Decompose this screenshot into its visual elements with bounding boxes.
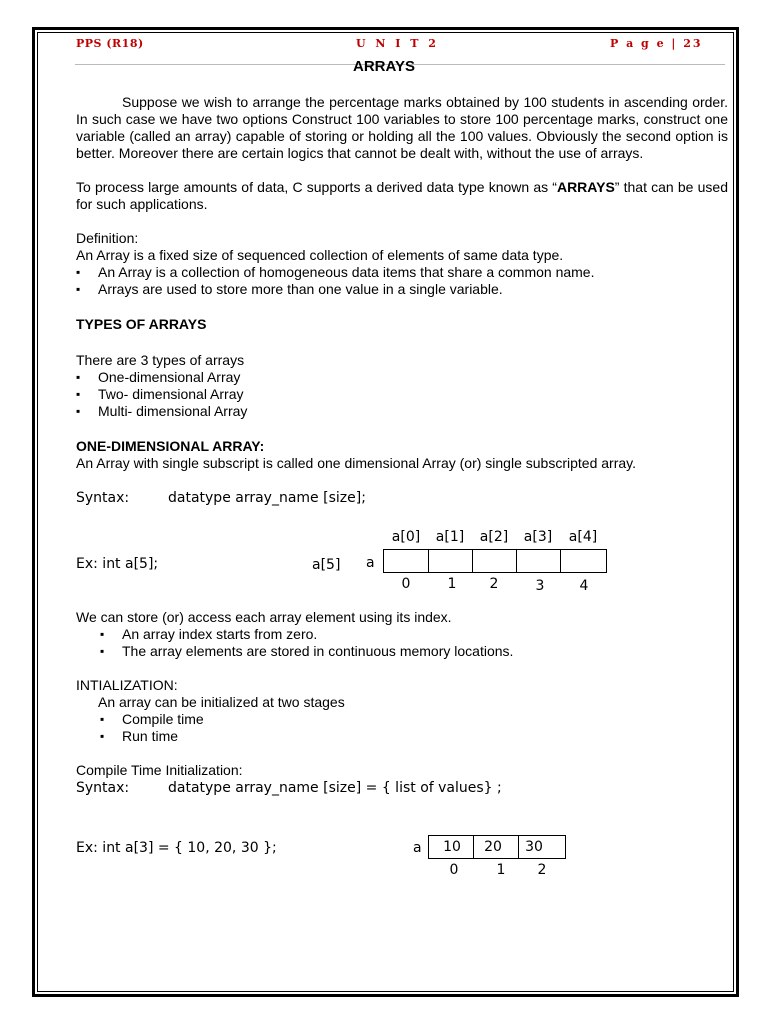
init-example: Ex: int a[3] = { 10, 20, 30 }; — [76, 840, 277, 856]
list-item: ▪ The array elements are stored in continuous memory locations. — [100, 643, 728, 660]
compile-time-heading: Compile Time Initialization: — [76, 762, 243, 778]
page-title: ARRAYS — [353, 58, 415, 75]
array-name-label: a — [366, 555, 375, 571]
header-unit: U N I T 2 — [356, 37, 439, 50]
list-item: ▪ Compile time — [100, 711, 728, 728]
document-body — [76, 94, 728, 508]
access-bullets — [100, 626, 728, 660]
index-label: 4 — [579, 578, 589, 594]
init-heading: INTIALIZATION: — [76, 677, 178, 693]
init-text: An array can be initialized at two stages — [98, 694, 345, 710]
element-label: a[2] — [479, 529, 509, 545]
element-label: a[4] — [568, 529, 598, 545]
list-item: ▪ Arrays are used to store more than one value in a single variable. — [76, 281, 728, 298]
index-label: 2 — [537, 862, 547, 878]
one-d-heading: ONE-DIMENSIONAL ARRAY: — [76, 438, 265, 454]
element-label: a[1] — [435, 529, 465, 545]
intro-paragraph-2: To process large amounts of data, C supports a derived data type known as “ARRAYS” that can be used for such applications. — [76, 179, 728, 212]
types-heading: TYPES OF ARRAYS — [76, 316, 207, 332]
types-intro: There are 3 types of arrays — [76, 352, 245, 368]
cell-value: 10 — [443, 839, 461, 855]
compile-time-syntax: Syntax: datatype array_name [size] = { list of values} ; — [76, 779, 502, 796]
types-list — [76, 369, 728, 420]
header-page: P a g e | 23 — [610, 37, 703, 50]
index-label: 0 — [401, 576, 411, 592]
definition-text: An Array is a fixed size of sequenced collection of elements of same data type. — [76, 247, 564, 263]
definition-label: Definition: — [76, 230, 139, 246]
index-label: 1 — [447, 576, 457, 592]
one-d-syntax: Syntax: datatype array_name [size]; — [76, 489, 366, 506]
intro-paragraph: Suppose we wish to arrange the percentage marks obtained by 100 students in ascending order. In such case we have two options Construct 100 variables to store 100 percentage marks, construct one variable (called an array) capable of storing or holding all the 100 values. Obviously the second option is better. Moreover there are certain logics that cannot be dealt with, without the use of arrays. — [76, 94, 728, 161]
list-item: ▪ An array index starts from zero. — [100, 626, 728, 643]
header-course: PPS (R18) — [76, 37, 144, 50]
list-item: ▪ Two- dimensional Array — [76, 386, 728, 403]
index-label: 1 — [496, 862, 506, 878]
definition-bullets — [76, 264, 728, 298]
access-section — [76, 609, 728, 797]
cell-value: 20 — [484, 839, 502, 855]
index-label: 3 — [535, 578, 545, 594]
access-text: We can store (or) access each array element using its index. — [76, 609, 452, 625]
array-name-label: a — [413, 840, 422, 856]
list-item: ▪ Run time — [100, 728, 728, 745]
init-stages — [100, 711, 728, 745]
one-d-text: An Array with single subscript is called one dimensional Array (or) single subscripted array. — [76, 455, 636, 471]
list-item: ▪ One-dimensional Array — [76, 369, 728, 386]
index-label: 2 — [489, 576, 499, 592]
element-label: a[0] — [391, 529, 421, 545]
element-label: a[3] — [523, 529, 553, 545]
index-label: 0 — [449, 862, 459, 878]
list-item: ▪ An Array is a collection of homogeneous data items that share a common name. — [76, 264, 728, 281]
one-d-example: Ex: int a[5]; — [76, 556, 159, 572]
array-size-label: a[5] — [312, 557, 341, 573]
cell-value: 30 — [525, 839, 543, 855]
list-item: ▪ Multi- dimensional Array — [76, 403, 728, 420]
